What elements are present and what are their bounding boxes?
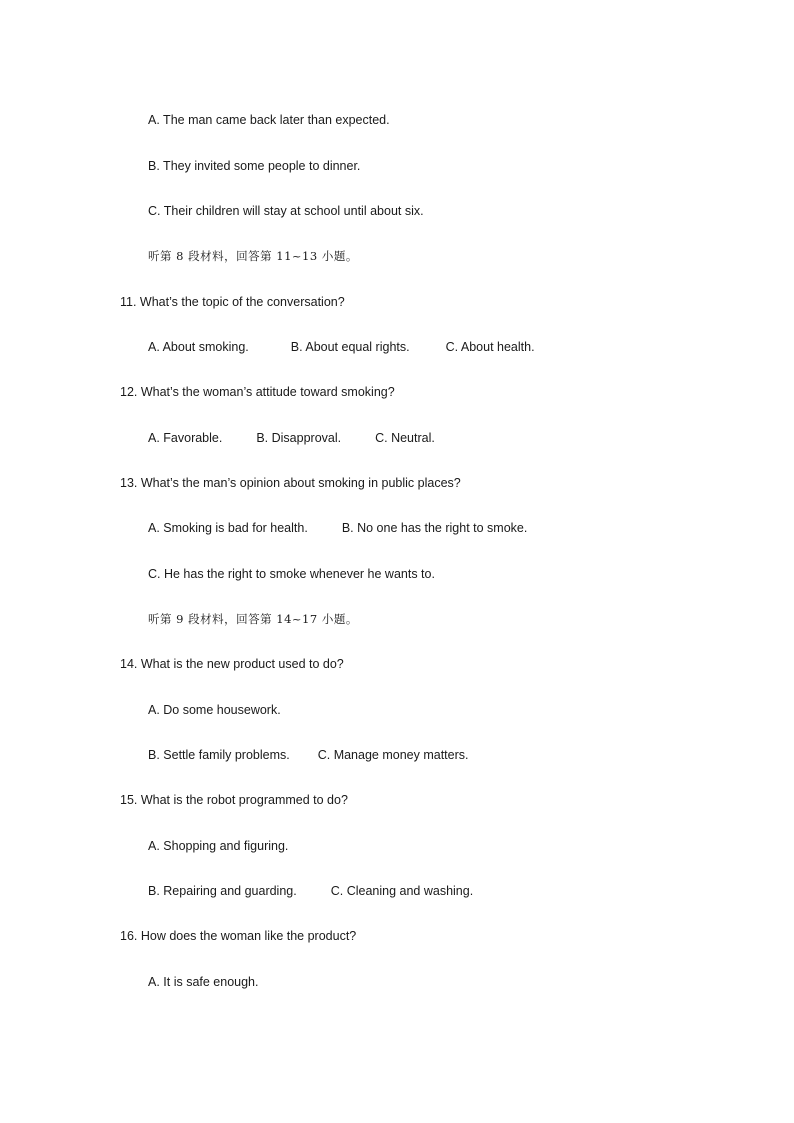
options-row bbox=[148, 520, 527, 536]
options-row bbox=[148, 339, 535, 355]
question-12: 12. What’s the woman’s attitude toward smoking? bbox=[120, 385, 395, 399]
question-13: 13. What’s the man’s opinion about smoking in public places? bbox=[120, 476, 461, 490]
option-line: A. Shopping and figuring. bbox=[148, 839, 289, 853]
option-c: C. Neutral. bbox=[375, 431, 435, 445]
option-line: A. It is safe enough. bbox=[148, 975, 259, 989]
option-c: C. Manage money matters. bbox=[317, 748, 469, 762]
options-row bbox=[148, 430, 435, 446]
option-line: A. The man came back later than expected. bbox=[148, 113, 390, 127]
option-a: A. Favorable. bbox=[148, 431, 223, 445]
question-16: 16. How does the woman like the product? bbox=[120, 929, 357, 943]
section-instruction: 听第 8 段材料，回答第 11~13 小题。 bbox=[148, 249, 358, 263]
option-b: B. No one has the right to smoke. bbox=[341, 521, 528, 535]
option-c: C. Cleaning and washing. bbox=[330, 884, 474, 898]
question-14: 14. What is the new product used to do? bbox=[120, 657, 344, 671]
options-row bbox=[148, 883, 473, 899]
option-b: B. Settle family problems. bbox=[148, 748, 290, 762]
option-line: C. He has the right to smoke whenever he wants to. bbox=[148, 567, 435, 581]
option-a: A. Smoking is bad for health. bbox=[148, 521, 308, 535]
question-15: 15. What is the robot programmed to do? bbox=[120, 793, 348, 807]
option-c: C. About health. bbox=[445, 340, 535, 354]
option-line: B. They invited some people to dinner. bbox=[148, 159, 361, 173]
option-b: B. Repairing and guarding. bbox=[148, 884, 297, 898]
option-a: A. About smoking. bbox=[148, 340, 249, 354]
option-line: A. Do some housework. bbox=[148, 703, 281, 717]
option-line: C. Their children will stay at school until about six. bbox=[148, 204, 424, 218]
option-b: B. About equal rights. bbox=[290, 340, 410, 354]
option-b: B. Disapproval. bbox=[256, 431, 342, 445]
question-11: 11. What’s the topic of the conversation? bbox=[120, 295, 345, 309]
section-instruction: 听第 9 段材料，回答第 14~17 小题。 bbox=[148, 612, 358, 626]
options-row bbox=[148, 747, 468, 763]
